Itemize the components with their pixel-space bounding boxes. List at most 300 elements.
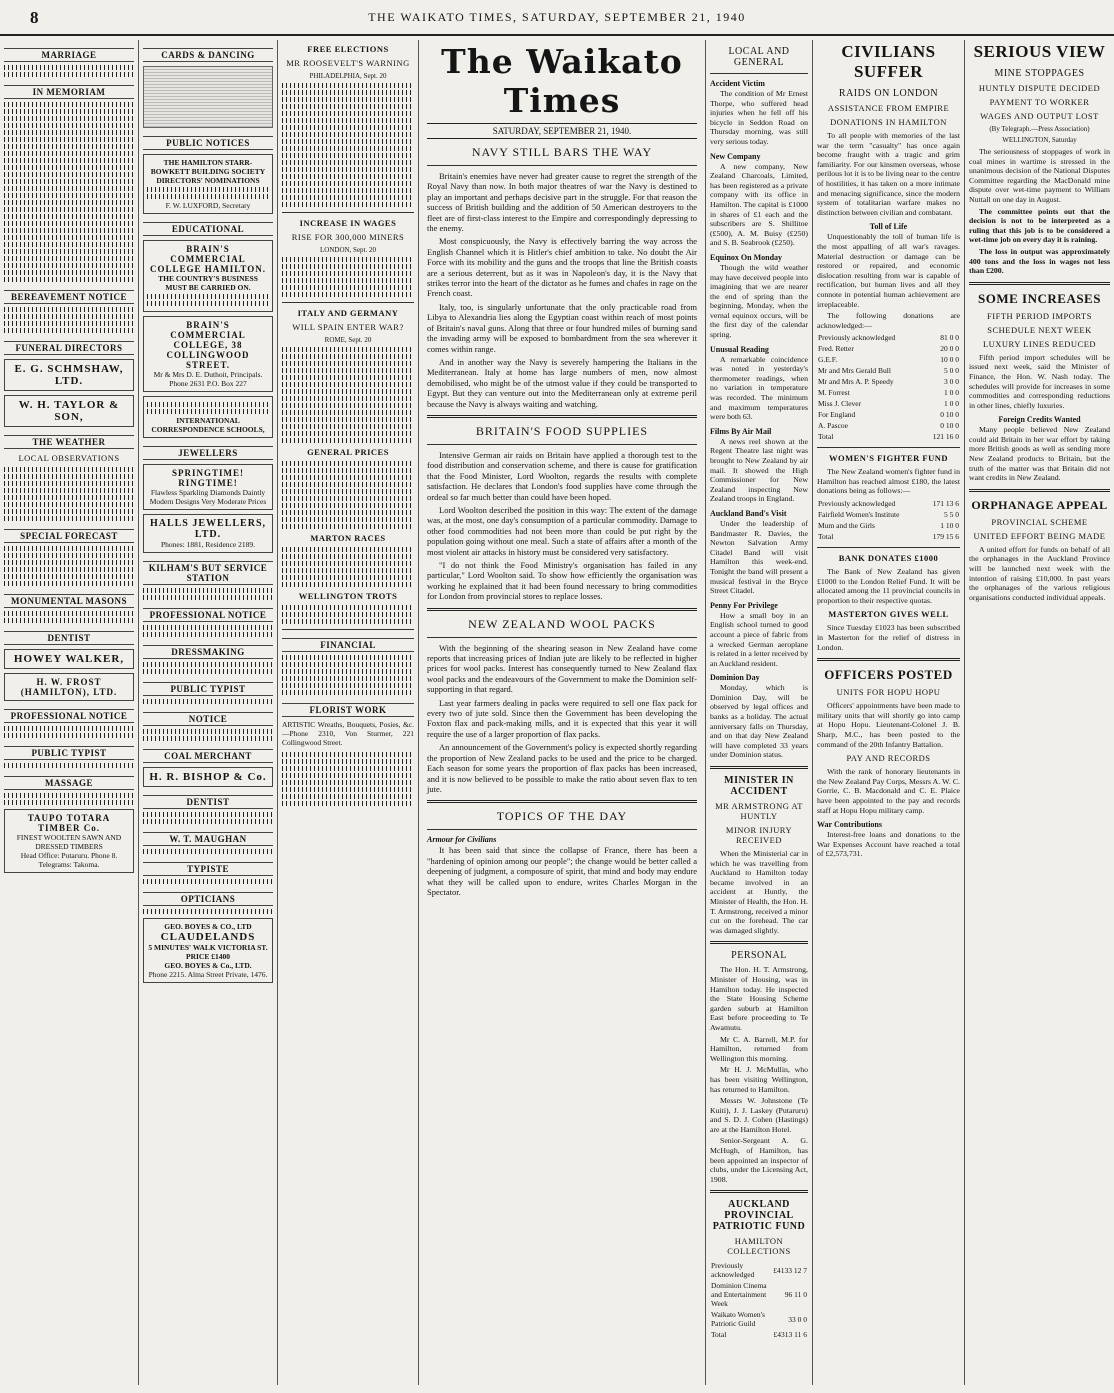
illegible-text xyxy=(282,271,414,276)
illegible-text xyxy=(4,123,134,128)
illegible-text xyxy=(143,588,273,593)
table-row xyxy=(817,343,960,354)
timber-ad-sub: FINEST WOOLTEN SAWN AND DRESSED TIMBERS xyxy=(16,833,122,851)
weather-heading: THE WEATHER xyxy=(4,435,134,449)
editorial-paragraph: With the beginning of the shearing season in New Zealand have come reports that increasing prices of Indian jute are likely to be reflected in higher prices for wool packs. Interest has consequently turned to New Zealand flax wool packs and the endeavours of the Government to make the Dominion self-supporting in that regard. xyxy=(427,642,697,695)
college-ad xyxy=(143,240,273,312)
illegible-text xyxy=(4,72,134,77)
illegible-text xyxy=(4,130,134,135)
pay-heading: PAY AND RECORDS xyxy=(846,753,931,764)
auckland-fund-table xyxy=(710,1260,808,1340)
illegible-text xyxy=(282,389,414,394)
florist-ad: ARTISTIC Wreaths, Bouquets, Posies, &c.—Phone 2310, Von Sturmer, 221 Collingwood Street. xyxy=(282,720,414,748)
illegible-text xyxy=(282,605,414,610)
row-label: Mr and Mrs Gerald Bull xyxy=(818,366,891,376)
local-item-title: Auckland Band's Visit xyxy=(710,508,787,518)
italy-sub: WILL SPAIN ENTER WAR? xyxy=(292,322,404,332)
illegible-text xyxy=(282,461,414,466)
row-value: 1 10 0 xyxy=(940,521,959,531)
orphanage-sub: PROVINCIAL SCHEME xyxy=(991,516,1088,527)
editorial-paragraph: It has been said that since the collapse of France, there has been a "hardening of opinion among our people"; the change would be better called a deepening of judgment, a composure of spirit, that mind and body may endure what they will be called upon to endure, writes Charles Morgan in the Spectator. xyxy=(427,845,697,897)
illegible-text xyxy=(4,509,134,514)
monumental-heading: MONUMENTAL MASONS xyxy=(4,594,134,608)
row-value: 1 0 0 xyxy=(944,388,959,398)
public-typist-heading: PUBLIC TYPIST xyxy=(4,746,134,760)
illegible-text xyxy=(282,489,414,494)
row-label: M. Forrest xyxy=(818,388,850,398)
illegible-text xyxy=(282,139,414,144)
table-row xyxy=(817,376,960,387)
illegible-text xyxy=(4,546,134,551)
optician-heading: OPTICIANS xyxy=(143,892,273,906)
war-contributions-body: Interest-free loans and donations to the War Expenses Account have reached a total of £2,573,731. xyxy=(817,830,960,859)
illegible-text xyxy=(4,467,134,472)
illegible-text xyxy=(282,111,414,116)
illegible-text xyxy=(143,736,273,741)
claudelands-phone: Phone 2215. Alma Street Private, 1476. xyxy=(148,970,268,979)
starr-bowkett-signature: F. W. LUXFORD, Secretary xyxy=(165,201,251,210)
dance-ad-image xyxy=(143,66,273,128)
illegible-text xyxy=(282,619,414,624)
illegible-text xyxy=(4,793,134,798)
editorial-headline: NEW ZEALAND WOOL PACKS xyxy=(468,616,656,631)
illegible-text xyxy=(282,181,414,186)
illegible-text xyxy=(4,314,134,319)
nameplate-dateline: SATURDAY, SEPTEMBER 21, 1940. xyxy=(427,123,697,139)
nameplate: The Waikato Times xyxy=(441,42,683,120)
illegible-text xyxy=(282,669,414,674)
editorial-paragraph: And in another way the Navy is severely hampering the Italians in the Mediterranean. Italy at home has large numbers of men, now almost demobilised, who might be of the utmost value if they could be transported to Egypt. But they can venture out into the Mediterranean only at extreme peril because the Navy is always waiting and watching. xyxy=(427,356,697,409)
illegible-text xyxy=(4,307,134,312)
college-ad-2-title: BRAIN'S COMMERCIAL COLLEGE, 38 COLLINGWOOD STREET. xyxy=(166,320,250,370)
financial-heading: FINANCIAL xyxy=(282,638,414,652)
illegible-text xyxy=(147,409,269,414)
funeral-heading: FUNERAL DIRECTORS xyxy=(4,341,134,355)
jeweller-ad-title: SPRINGTIME! RINGTIME! xyxy=(171,468,244,488)
row-value: 1 0 0 xyxy=(944,399,959,409)
illegible-text xyxy=(282,787,414,792)
local-item-body: How a small boy in an English school turned to good account a piece of fabric from a wrecked German aeroplane is related in a letter received by an Auckland resident. xyxy=(710,610,808,668)
college-ad-title: BRAIN'S COMMERCIAL COLLEGE HAMILTON. xyxy=(149,244,267,274)
row-label: Total xyxy=(818,532,834,542)
memoriam-heading: IN MEMORIAM xyxy=(4,85,134,99)
divider xyxy=(710,73,808,74)
kilham-heading: KILHAM'S BUT SERVICE STATION xyxy=(143,561,273,585)
divider xyxy=(427,829,697,830)
illegible-text xyxy=(282,773,414,778)
illegible-text xyxy=(143,729,273,734)
illegible-text xyxy=(282,167,414,172)
editorial-paragraph: Intensive German air raids on Britain have applied a thorough test to the food distribution and conservation scheme, and there is cause for gratification that the Food Minister, Lord Woolton, regards the results with complete satisfaction. He declares that London's food supplies have come through the ordeal so far much better than could have been hoped. xyxy=(427,449,697,502)
illegible-text xyxy=(4,611,134,616)
illegible-text xyxy=(282,292,414,297)
row-value: 81 0 0 xyxy=(940,333,959,343)
row-value: 0 10 0 xyxy=(940,410,959,420)
illegible-text xyxy=(4,193,134,198)
row-value: 20 0 0 xyxy=(940,344,959,354)
illegible-text xyxy=(282,278,414,283)
illegible-text xyxy=(147,294,269,299)
illegible-text xyxy=(282,475,414,480)
bank-heading: BANK DONATES £1000 xyxy=(838,553,939,564)
row-value: £4313 11 6 xyxy=(773,1330,807,1340)
foreign-credits-heading: Foreign Credits Wanted xyxy=(998,415,1081,425)
illegible-text xyxy=(282,403,414,408)
editorial-paragraph: "I do not think the Food Ministry's organisation has failed in any particular," Lord Woolton said. To show how efficiently the organisation was working he explained that it had been found necessary to bring commodities for London from provincial stores to replace losses. xyxy=(427,560,697,602)
toll-heading: Toll of Life xyxy=(869,222,908,232)
civilians-sub: ASSISTANCE FROM EMPIRE xyxy=(827,103,950,113)
illegible-text xyxy=(4,277,134,282)
notice-heading: NOTICE xyxy=(143,712,273,726)
illegible-text xyxy=(143,699,273,704)
general-heading: GENERAL PRICES xyxy=(307,447,389,457)
illegible-text xyxy=(4,495,134,500)
claudelands-price: PRICE £1400 xyxy=(186,952,230,961)
weather-sub: LOCAL OBSERVATIONS xyxy=(18,453,120,463)
illegible-text xyxy=(282,83,414,88)
illegible-text xyxy=(282,368,414,373)
florist-heading: FLORIST WORK xyxy=(282,703,414,717)
running-head-title: THE WAIKATO TIMES, SATURDAY, SEPTEMBER 21, 1940 xyxy=(368,10,746,24)
personal-item: Mr H. J. McMullin, who has been visiting Wellington, has returned to Hamilton. xyxy=(710,1065,808,1094)
illegible-text xyxy=(282,396,414,401)
increases-body: Fifth period import schedules will be issued next week, said the Minister of Finance, the Hon. W. Nash today. The schedules will provide for increases in some commodities and corresponding reductions in other lines, chiefly luxuries. xyxy=(969,352,1110,410)
illegible-text xyxy=(4,263,134,268)
massage-heading: MASSAGE xyxy=(4,776,134,790)
local-item-title: Equinox On Monday xyxy=(710,252,783,262)
illegible-text xyxy=(4,221,134,226)
local-item-body: A news reel shown at the Regent Theatre last night was brought to New Zealand by air mail. It showed the High Commissioner for New Zealand inspecting New Zealand troops in England. xyxy=(710,436,808,504)
illegible-text xyxy=(143,632,273,637)
row-label: Fairfield Women's Institute xyxy=(818,510,900,520)
illegible-text xyxy=(282,382,414,387)
illegible-text xyxy=(147,194,269,199)
minister-accident-heading: MINISTER IN ACCIDENT xyxy=(724,775,794,798)
illegible-text xyxy=(282,554,414,559)
editorial-headline: TOPICS OF THE DAY xyxy=(496,809,628,824)
illegible-text xyxy=(282,510,414,515)
local-items xyxy=(710,79,808,760)
row-label: Previously acknowledged xyxy=(818,499,896,509)
table-row xyxy=(710,1309,808,1329)
illegible-text xyxy=(143,662,273,667)
illegible-text xyxy=(4,116,134,121)
serious-view-sub: PAYMENT TO WORKER xyxy=(989,97,1090,107)
illegible-text xyxy=(4,581,134,586)
table-row xyxy=(710,1280,808,1309)
row-value: 33 0 0 xyxy=(788,1314,807,1324)
funeral-ad xyxy=(4,359,134,391)
ics-ad-title: INTERNATIONAL CORRESPONDENCE SCHOOLS, xyxy=(151,416,265,434)
free-elections-sub: MR ROOSEVELT'S WARNING xyxy=(286,58,410,68)
table-row xyxy=(710,1329,808,1340)
illegible-text xyxy=(4,65,134,70)
table-row xyxy=(817,431,960,442)
bereavement-heading: BEREAVEMENT NOTICE xyxy=(4,290,134,304)
table-row xyxy=(817,409,960,420)
illegible-text xyxy=(4,228,134,233)
free-elections-dateline: PHILADELPHIA, Sept. 20 xyxy=(309,72,387,80)
coal-ad-title: H. R. BISHOP & Co. xyxy=(149,771,267,783)
college-ad-2-foot: Mr & Mrs D. E. Duthoit, Principals. Phone 2631 P.O. Box 227 xyxy=(153,370,263,388)
orphanage-heading: ORPHANAGE APPEAL xyxy=(971,497,1108,512)
editorial-paragraph: Most conspicuously, the Navy is effectively barring the way across the English Channel which it is Hitler's chief ambition to take. No doubt the Air Force with its mobility and the guns and the troops that line the British coasts are a serious deterrent, but as it was in Napoleon's day, it is the Navy that strikes terror into the heart of the dictator as he fumes and chafes in rage on the French coast. xyxy=(427,236,697,299)
personal-item: Messrs W. Johnstone (Te Kuiti), J. J. Laskey (Putaruru) and S. D. J. Cohen (Hastings) are at the Hamilton Hotel. xyxy=(710,1096,808,1134)
illegible-text xyxy=(282,766,414,771)
illegible-text xyxy=(282,264,414,269)
illegible-text xyxy=(282,794,414,799)
running-head xyxy=(0,0,1114,36)
illegible-text xyxy=(282,174,414,179)
table-row xyxy=(817,387,960,398)
row-label: Previously acknowledged xyxy=(711,1261,755,1280)
illegible-text xyxy=(4,800,134,805)
professional-heading: PROFESSIONAL NOTICE xyxy=(4,709,134,723)
illegible-text xyxy=(282,582,414,587)
toll-body: Unquestionably the toll of human life is the most appalling of all war's ravages. Material destruction or damage can be restored or repaired, and economic dislocation resulting from war is capable of rectification, but human lives and all they connote in potential human achievement are irreplaceable. xyxy=(817,232,960,309)
divider xyxy=(817,547,960,548)
illegible-text xyxy=(4,733,134,738)
illegible-text xyxy=(4,242,134,247)
row-label: Miss J. Clever xyxy=(818,399,862,409)
table-row xyxy=(817,354,960,365)
college-ad-2 xyxy=(143,316,273,392)
illegible-text xyxy=(4,144,134,149)
maughan-heading: W. T. MAUGHAN xyxy=(143,832,273,846)
illegible-text xyxy=(282,683,414,688)
women-fund-body: The New Zealand women's fighter fund in Hamilton has reached almost £180, the latest donations being as follows:— xyxy=(817,467,960,496)
illegible-text xyxy=(4,270,134,275)
local-item-title: Films By Air Mail xyxy=(710,426,772,436)
illegible-text xyxy=(282,759,414,764)
local-item-title: Dominion Day xyxy=(710,673,760,683)
row-value: 3 0 0 xyxy=(944,377,959,387)
table-row xyxy=(817,509,960,520)
row-value: 10 0 0 xyxy=(940,355,959,365)
increases-sub: SCHEDULE NEXT WEEK xyxy=(987,324,1092,335)
illegible-text xyxy=(282,354,414,359)
illegible-text xyxy=(143,595,273,600)
illegible-text xyxy=(282,125,414,130)
serious-view-sub: HUNTLY DISPUTE DECIDED xyxy=(978,83,1101,93)
editorial-headline: BRITAIN'S FOOD SUPPLIES xyxy=(475,423,649,438)
divider xyxy=(427,444,697,445)
jewellers-heading: JEWELLERS xyxy=(143,446,273,460)
row-label: Dominion Cinema and Entertainment Week xyxy=(711,1281,767,1309)
row-value: £4133 12 7 xyxy=(773,1265,807,1275)
illegible-text xyxy=(4,172,134,177)
illegible-text xyxy=(282,410,414,415)
illegible-text xyxy=(4,481,134,486)
illegible-text xyxy=(282,676,414,681)
row-value: 179 15 6 xyxy=(932,532,959,542)
topics-subhead: Armour for Civilians xyxy=(427,835,497,845)
funeral-ad-title: W. H. TAYLOR & SON, xyxy=(18,399,120,423)
editorial-paragraph: Italy, too, is singularly unfortunate that the only practicable road from Libya to Alexandria lies along the Egyptian coast within reach of most points of Britain's naval guns. Along that three or four hundred miles of burning sand the invading army will be exposed to bombardment from the sea wherever it comes within range. xyxy=(427,301,697,354)
row-label: Waikato Women's Patriotic Guild xyxy=(711,1310,765,1329)
divider xyxy=(427,415,697,418)
personal-item: Mr C. A. Barrell, M.P. for Hamilton, returned from Wellington this morning. xyxy=(710,1034,808,1063)
serious-view-sub: WAGES AND OUTPUT LOST xyxy=(980,111,1099,121)
dentist-heading-2: DENTIST xyxy=(143,795,273,809)
minister-accident-sub: MR ARMSTRONG AT HUNTLY xyxy=(715,801,803,822)
divider xyxy=(427,608,697,611)
orphanage-body: A united effort for funds on behalf of all the orphanages in the Auckland Province will be launched next week with the intention of raising £10,000. In past years the orphanages of the various religious organisations conducted individual appeals. xyxy=(969,544,1110,602)
row-value: 5 0 0 xyxy=(944,366,959,376)
table-row xyxy=(817,520,960,531)
starr-bowkett-title: THE HAMILTON STARR-BOWKETT BUILDING SOCIETY DIRECTORS' NOMINATIONS xyxy=(150,158,266,185)
column-cables xyxy=(278,40,418,1385)
editorial-paragraph: Last year farmers dealing in packs were required to sell one flax pack for every two of jute sold. Since then the Government has been developing the Foxton flax and pack-making mills, and it is expected that this year it will require the use of a larger proportion of flax packs. xyxy=(427,697,697,739)
illegible-text xyxy=(282,482,414,487)
illegible-text xyxy=(4,488,134,493)
illegible-text xyxy=(282,285,414,290)
illegible-text xyxy=(282,90,414,95)
marriage-heading: MARRIAGE xyxy=(4,48,134,62)
illegible-text xyxy=(4,618,134,623)
divider xyxy=(710,1190,808,1193)
row-label: G.E.F. xyxy=(818,355,838,365)
serious-view-dateline: WELLINGTON, Saturday xyxy=(1002,136,1077,144)
halls-ad-phone: Phones: 1881, Residence 2189. xyxy=(161,540,255,549)
table-row xyxy=(817,420,960,431)
divider xyxy=(427,637,697,638)
coal-heading: COAL MERCHANT xyxy=(143,749,273,763)
illegible-text xyxy=(282,662,414,667)
cards-heading: CARDS & DANCING xyxy=(143,48,273,62)
illegible-text xyxy=(282,132,414,137)
minister-accident-sub: MINOR INJURY RECEIVED xyxy=(725,825,793,846)
funeral-ad-title: E. G. SCHMSHAW, LTD. xyxy=(14,363,124,387)
row-label: Fred. Retter xyxy=(818,344,854,354)
divider xyxy=(282,302,414,303)
illegible-text xyxy=(282,257,414,262)
illegible-text xyxy=(4,109,134,114)
editorial-paragraph: Lord Woolton described the position in this way: The extent of the damage was, at the most, one day's consumption of a particular commodity. Damage to other food commodities had not been more than could be put right by the population going without one meal. Such a state of affairs after a month of the most violent air attacks in history must be considered very satisfactory. xyxy=(427,504,697,557)
row-label: Mr and Mrs A. P. Speedy xyxy=(818,377,894,387)
column-civilians xyxy=(813,40,964,1385)
serious-view-heading: SERIOUS VIEW xyxy=(973,42,1106,61)
masterton-heading: MASTERTON GIVES WELL xyxy=(828,609,949,620)
illegible-text xyxy=(4,165,134,170)
officers-sub: UNITS FOR HOPU HOPU xyxy=(836,687,941,698)
foreign-credits-body: Many people believed New Zealand could aid Britain in her war effort by taking more British goods as well as sending more New Zealand products to Britain, but the truth of the matter was that Britain did not want credits in New Zealand. xyxy=(969,425,1110,483)
dentist-ad-title: H. W. FROST (HAMILTON), LTD. xyxy=(20,677,118,697)
row-label: Total xyxy=(711,1330,727,1340)
personal-item: Senior-Sergeant A. G. McHugh, of Hamilton, has been appointed an inspector of clubs, under the Licensing Act, 1908. xyxy=(710,1136,808,1184)
illegible-text xyxy=(282,195,414,200)
marton-heading: MARTON RACES xyxy=(310,533,386,543)
jeweller-ad xyxy=(143,464,273,510)
illegible-text xyxy=(4,328,134,333)
personal-items xyxy=(710,965,808,1184)
illegible-text xyxy=(147,402,269,407)
illegible-text xyxy=(282,517,414,522)
illegible-text xyxy=(143,849,273,854)
public-notices-heading: PUBLIC NOTICES xyxy=(143,136,273,150)
halls-ad-title: HALLS JEWELLERS, LTD. xyxy=(149,518,267,540)
wages-heading: INCREASE IN WAGES xyxy=(299,218,397,228)
illegible-text xyxy=(4,200,134,205)
illegible-text xyxy=(282,503,414,508)
women-fund-table xyxy=(817,498,960,542)
illegible-text xyxy=(282,612,414,617)
illegible-text xyxy=(4,137,134,142)
illegible-text xyxy=(4,158,134,163)
column-local-general xyxy=(706,40,812,1385)
illegible-text xyxy=(282,417,414,422)
local-general-heading: LOCAL AND GENERAL xyxy=(728,46,790,68)
row-label: Mum and the Girls xyxy=(818,521,875,531)
table-row xyxy=(817,332,960,343)
women-fund-heading: WOMEN'S FIGHTER FUND xyxy=(828,453,949,464)
row-label: A. Pascoe xyxy=(818,421,848,431)
prof-heading: PROFESSIONAL NOTICE xyxy=(143,608,273,622)
college-ad-body: THE COUNTRY'S BUSINESS MUST BE CARRIED ON. xyxy=(158,274,258,292)
row-value: 0 10 0 xyxy=(940,421,959,431)
table-row xyxy=(710,1260,808,1280)
starr-bowkett-ad xyxy=(143,154,273,214)
editorial-paragraph: Britain's enemies have never had greater cause to regret the strength of the Royal Navy than now. In both major theatres of war the Navy is destined to play an important and perhaps decisive part in the struggle. For that reason the success of British building and the addition of 50 American destroyers to the fleet are of first-class interest to the Empire and correspondingly depressing to the enemy. xyxy=(427,171,697,234)
increases-heading: SOME INCREASES xyxy=(978,290,1101,306)
row-label: For England xyxy=(818,410,856,420)
auckland-fund-sub: HAMILTON COLLECTIONS xyxy=(727,1236,791,1257)
local-item-body: A new company, New Zealand Charcoals, Limited, has been registered as a private company with its office in Hamilton. The capital is £1000 in shares of £1 each and the subscribers are S. Shillitoe (£500), A. M. Buisy (£250) and S. B. Seabrook (£250). xyxy=(710,161,808,248)
editorial-headline: NAVY STILL BARS THE WAY xyxy=(471,145,653,159)
illegible-text xyxy=(4,726,134,731)
war-contributions-heading: War Contributions xyxy=(817,820,882,830)
funeral-ad xyxy=(4,395,134,427)
divider xyxy=(710,941,808,944)
claudelands-title: CLAUDELANDS xyxy=(160,931,256,943)
illegible-text xyxy=(4,560,134,565)
illegible-text xyxy=(4,102,134,107)
illegible-text xyxy=(143,819,273,824)
illegible-text xyxy=(282,468,414,473)
auckland-fund-heading: AUCKLAND PROVINCIAL PATRIOTIC FUND xyxy=(712,1199,806,1233)
column-classifieds-1 xyxy=(0,40,138,1385)
illegible-text xyxy=(4,235,134,240)
table-row xyxy=(817,398,960,409)
column-serious-view xyxy=(965,40,1114,1385)
free-elections-heading: FREE ELECTIONS xyxy=(307,44,389,54)
dentist-ad-title: HOWEY WALKER, xyxy=(13,653,125,665)
divider xyxy=(282,629,414,630)
illegible-text xyxy=(4,207,134,212)
timber-ad xyxy=(4,809,134,873)
ics-ad xyxy=(143,396,273,438)
claudelands-agent: GEO. BOYES & CO., LTD xyxy=(164,922,252,931)
local-item-title: Accident Victim xyxy=(710,79,765,88)
illegible-text xyxy=(143,812,273,817)
local-item-body: The condition of Mr Ernest Thorpe, who suffered head injuries when he fell off his bicycle in Seddon Road on Thursday morning, was still very serious today. xyxy=(710,89,808,146)
illegible-text xyxy=(143,909,273,914)
dentist-ad xyxy=(4,649,134,669)
illegible-text xyxy=(282,160,414,165)
illegible-text xyxy=(282,561,414,566)
illegible-text xyxy=(4,214,134,219)
italy-heading: ITALY AND GERMANY xyxy=(297,308,399,318)
serious-view-body: The loss in output was approximately 400 tons and the loss in wages not less than £200. xyxy=(969,246,1110,276)
illegible-text xyxy=(143,669,273,674)
illegible-text xyxy=(282,575,414,580)
row-label: Previously acknowledged xyxy=(818,333,896,343)
italy-dateline: ROME, Sept. 20 xyxy=(324,336,372,344)
officers-heading: OFFICERS POSTED xyxy=(824,667,953,683)
illegible-text xyxy=(282,438,414,443)
serious-view-sub: MINE STOPPAGES xyxy=(994,68,1085,79)
illegible-text xyxy=(282,547,414,552)
